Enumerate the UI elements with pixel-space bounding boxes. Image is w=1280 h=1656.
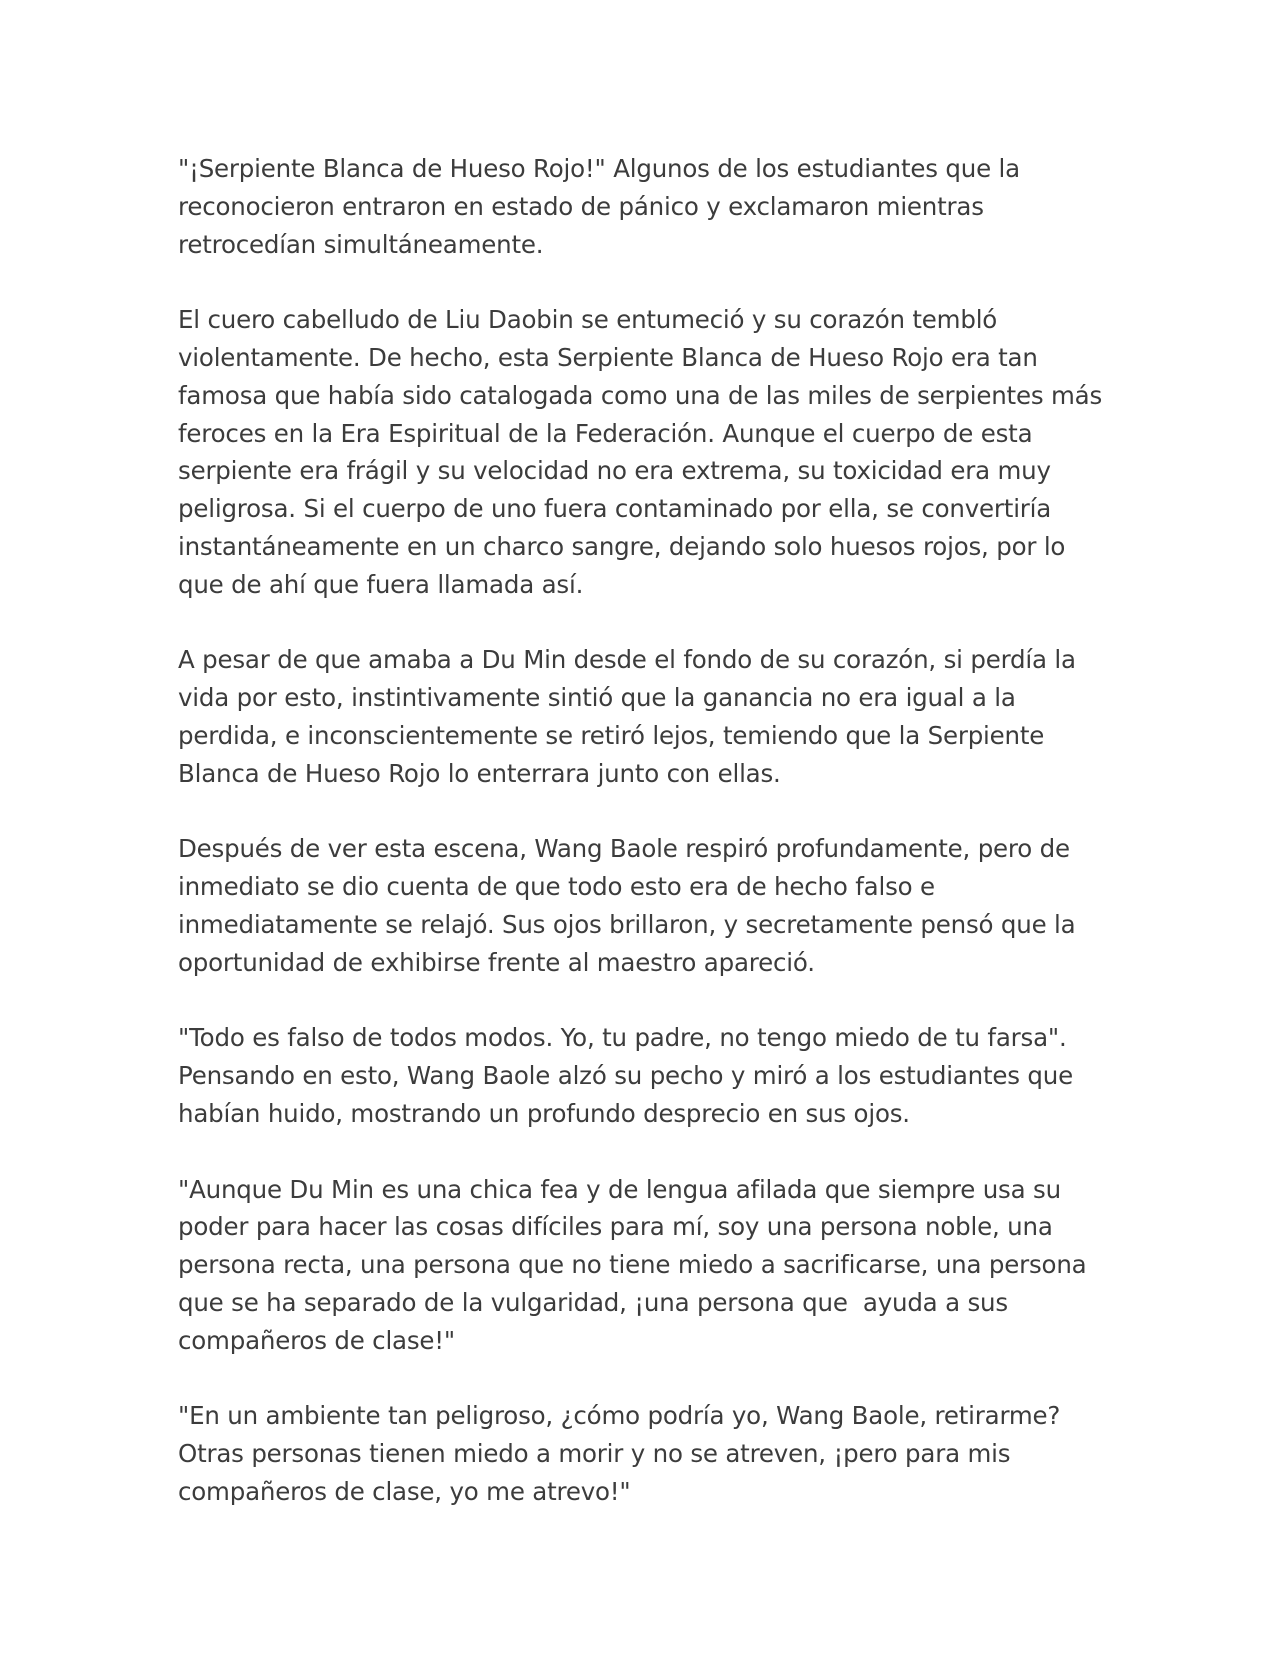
paragraph-2: El cuero cabelludo de Liu Daobin se entumeció y su corazón tembló violentamente. De hecho, esta Serpiente Blanca de Hueso Rojo era tan famosa que había sido catalogada como una de las miles de serpientes más feroces en la Era Espiritual de la Federación. Aunque el cuerpo de esta serpiente era frágil y su velocidad no era extrema, su toxicidad era muy peligrosa. Si el cuerpo de uno fuera contaminado por ella, se convertiría instantáneamente en un charco sangre, dejando solo huesos rojos, por lo que de ahí que fuera llamada así. [178,305,1110,599]
paragraph-6: "Aunque Du Min es una chica fea y de lengua afilada que siempre usa su poder para hacer las cosas difíciles para mí, soy una persona noble, una persona recta, una persona que no tiene miedo a sacrificarse, una persona que se ha separado de la vulgaridad, ¡una persona que ayuda a sus compañeros de clase!" [178,1174,1095,1355]
paragraph-7: "En un ambiente tan peligroso, ¿cómo podría yo, Wang Baole, retirarme? Otras personas tienen miedo a morir y no se atreven, ¡pero para mis compañeros de clase, yo me atrevo!" [178,1401,1068,1506]
paragraph-5: "Todo es falso de todos modos. Yo, tu padre, no tengo miedo de tu farsa". Pensando en esto, Wang Baole alzó su pecho y miró a los estudiantes que habían huido, mostrando un profundo desprecio en sus ojos. [178,1023,1081,1128]
document-body [178,150,1108,1511]
paragraph-3: A pesar de que amaba a Du Min desde el fondo de su corazón, si perdía la vida por esto, instintivamente sintió que la ganancia no era igual a la perdida, e inconscientemente se retiró lejos, temiendo que la Serpiente Blanca de Hueso Rojo lo enterrara junto con ellas. [178,645,1084,788]
paragraph-1: "¡Serpiente Blanca de Hueso Rojo!" Algunos de los estudiantes que la reconocieron entraron en estado de pánico y exclamaron mientras retrocedían simultáneamente. [178,154,1028,259]
paragraph-4: Después de ver esta escena, Wang Baole respiró profundamente, pero de inmediato se dio cuenta de que todo esto era de hecho falso e inmediatamente se relajó. Sus ojos brillaron, y secretamente pensó que la oportunidad de exhibirse frente al maestro apareció. [178,834,1084,977]
